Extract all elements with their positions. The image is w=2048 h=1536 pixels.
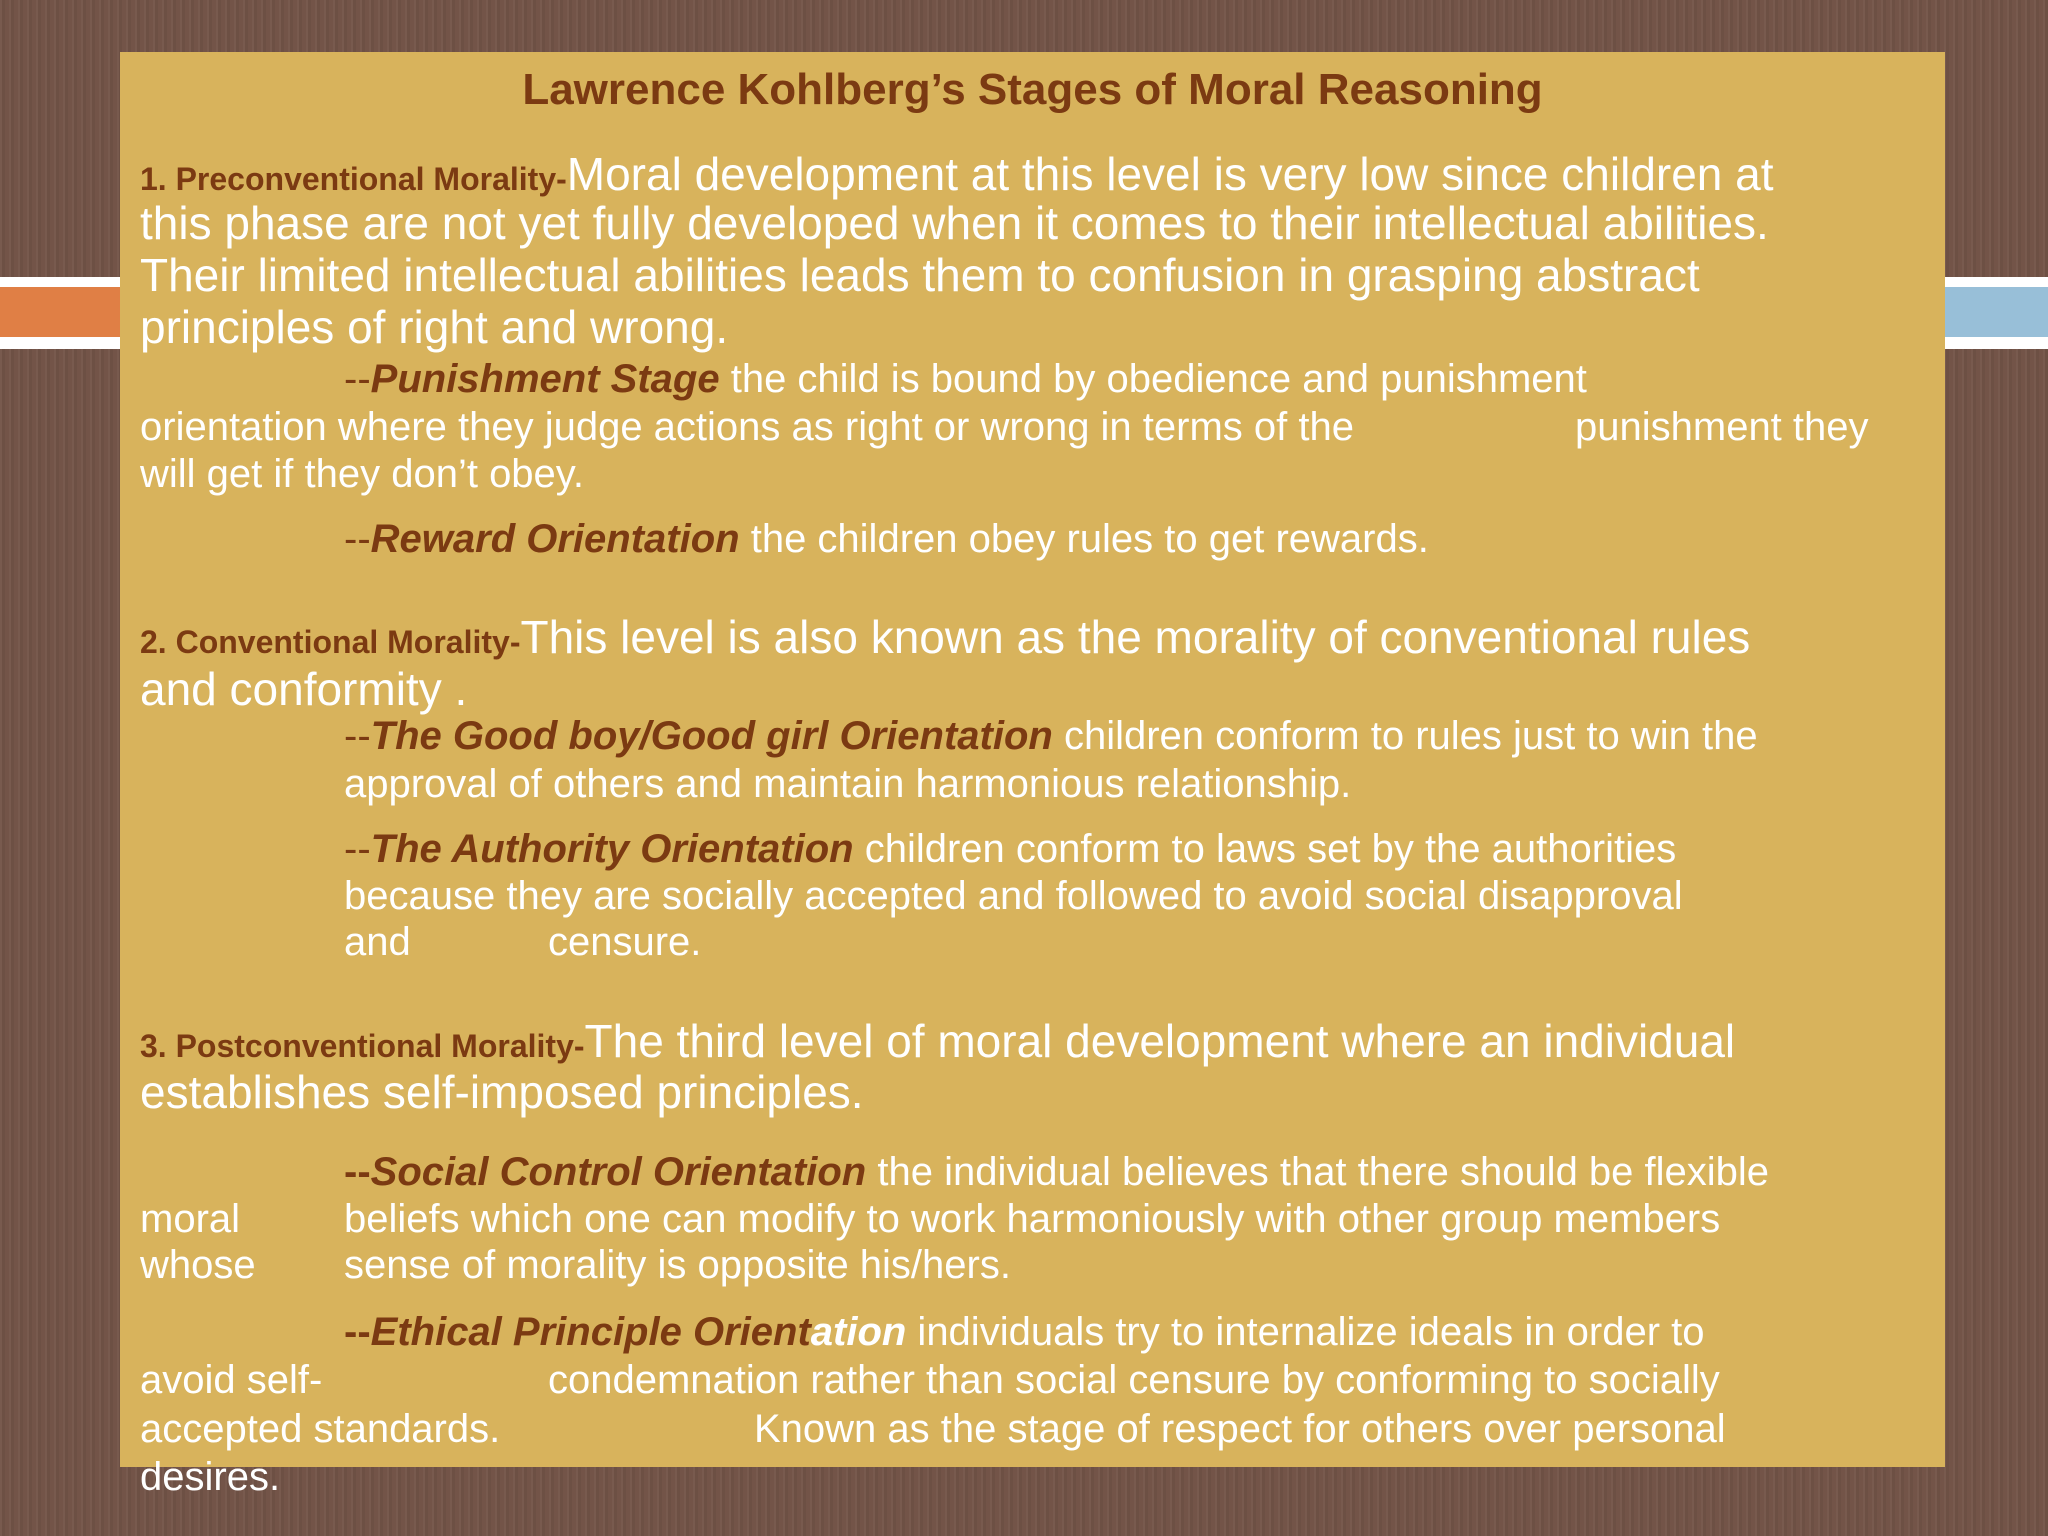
stage-authority-line-3-b: censure.: [548, 920, 702, 964]
stage-good-boy-line-1: [344, 716, 1758, 756]
stage-reward-text: the children obey rules to get rewards.: [739, 517, 1429, 561]
stage-social-control-line-2-b: beliefs which one can modify to work harmoniously with other group members: [344, 1197, 1721, 1241]
stage-punishment-name: Punishment Stage: [370, 357, 720, 401]
stage-reward-line-1: [344, 519, 1429, 559]
stage-punishment-line-1: [344, 359, 1587, 399]
stage-ethical-line-3-a: accepted standards.: [140, 1407, 501, 1451]
stage-authority-dash: --: [344, 827, 371, 871]
stage-ethical-name-tail: ation: [810, 1310, 907, 1354]
stage-punishment-line-2: orientation where they judge actions as right or wrong in terms of the: [140, 405, 1354, 449]
stage-ethical-line-2-b: condemnation rather than social censure by conforming to socially: [548, 1358, 1720, 1402]
stage-ethical-text: individuals try to internalize ideals in order to: [906, 1310, 1705, 1354]
right-accent-band: [1940, 287, 2048, 337]
stage-ethical-line-3-b: Known as the stage of respect for others over personal: [754, 1407, 1726, 1451]
level-3-label: 3. Postconventional Morality-: [140, 1028, 585, 1064]
stage-punishment-line-3: will get if they don’t obey.: [140, 452, 584, 496]
stage-reward-dash: --: [344, 517, 371, 561]
level-1-line-1: [140, 148, 1774, 200]
level-1-text: Moral development at this level is very low since children at: [566, 148, 1774, 200]
level-1-line-2: this phase are not yet fully developed when it comes to their intellectual abilities.: [140, 197, 1769, 249]
level-1-line-4: principles of right and wrong.: [140, 301, 729, 353]
stage-authority-line-2: because they are socially accepted and followed to avoid social disapproval: [344, 874, 1683, 918]
slide-content-panel: [120, 52, 1945, 1499]
stage-social-control-dash: --: [344, 1150, 371, 1194]
stage-authority-text: children conform to laws set by the authorities: [853, 827, 1677, 871]
stage-social-control-name: Social Control Orientation: [370, 1150, 867, 1194]
level-1-line-3: Their limited intellectual abilities leads them to confusion in grasping abstract: [140, 249, 1700, 301]
stage-social-control-line-1: [344, 1152, 1769, 1192]
stage-social-control-line-2-a: moral: [140, 1197, 241, 1241]
level-2-label: 2. Conventional Morality-: [140, 624, 521, 660]
level-1-label: 1. Preconventional Morality-: [140, 161, 567, 197]
level-2-line-2: and conformity .: [140, 663, 468, 715]
slide-title: Lawrence Kohlberg’s Stages of Moral Reasoning: [522, 65, 1543, 114]
level-2-text: This level is also known as the morality of conventional rules: [520, 611, 1751, 663]
stage-punishment-line-2-tail: punishment they: [1575, 405, 1869, 449]
stage-punishment-text: the child is bound by obedience and punishment: [719, 357, 1587, 401]
level-3-line-1: [140, 1015, 1736, 1067]
stage-social-control-text: the individual believes that there should be flexible: [866, 1150, 1770, 1194]
stage-ethical-dash: --: [344, 1310, 371, 1354]
stage-ethical-name: Ethical Principle Orient: [370, 1310, 811, 1354]
stage-punishment-dash: --: [344, 357, 371, 401]
stage-ethical-line-4: desires.: [140, 1455, 281, 1499]
level-3-text: The third level of moral development where an individual: [584, 1015, 1736, 1067]
stage-reward-name: Reward Orientation: [370, 517, 740, 561]
stage-authority-line-1: [344, 829, 1676, 869]
stage-authority-line-3-a: and: [344, 920, 411, 964]
stage-authority-name: The Authority Orientation: [370, 827, 854, 871]
stage-ethical-line-1: [344, 1312, 1705, 1352]
level-2-line-1: [140, 611, 1751, 663]
stage-social-control-line-3-a: whose: [140, 1243, 256, 1287]
stage-good-boy-line-2: approval of others and maintain harmonious relationship.: [344, 762, 1352, 806]
left-accent-band: [0, 287, 122, 337]
stage-ethical-line-2-a: avoid self-: [140, 1358, 323, 1402]
stage-good-boy-text: children conform to rules just to win the: [1052, 714, 1758, 758]
stage-social-control-line-3-b: sense of morality is opposite his/hers.: [344, 1243, 1011, 1287]
level-3-line-2: establishes self-imposed principles.: [140, 1066, 864, 1118]
stage-good-boy-dash: --: [344, 714, 371, 758]
stage-good-boy-name: The Good boy/Good girl Orientation: [370, 714, 1053, 758]
